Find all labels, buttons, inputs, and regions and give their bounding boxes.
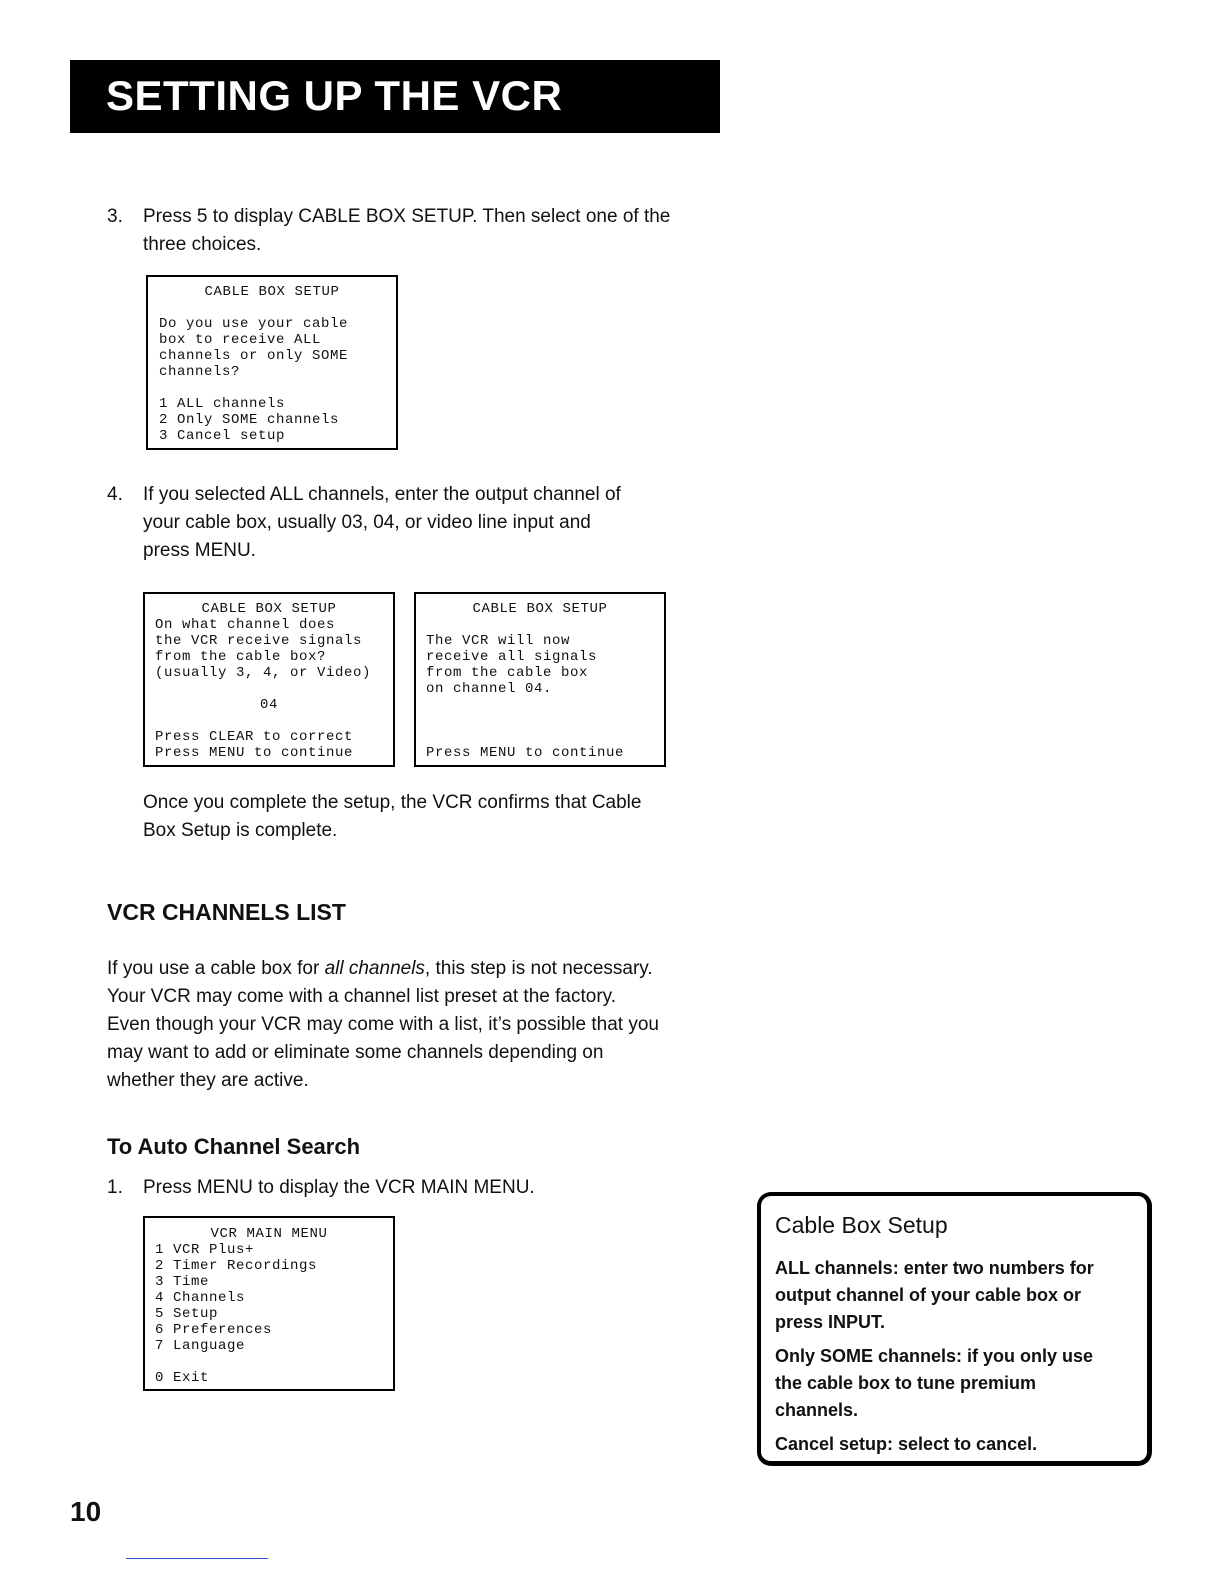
screen-line: channels? <box>159 364 241 380</box>
cable-box-confirm-screen <box>414 592 666 767</box>
step-text-line: Press 5 to display CABLE BOX SETUP. Then select one of the <box>143 206 671 227</box>
text-run: If you use a cable box for <box>107 958 325 979</box>
screen-line: receive all signals <box>426 649 598 665</box>
sidebar-note-some-channels <box>775 1343 1135 1424</box>
screen-title: CABLE BOX SETUP <box>201 601 337 617</box>
sidebar-note-cancel: Cancel setup: select to cancel. <box>775 1434 1038 1454</box>
screen-title: VCR MAIN MENU <box>210 1226 328 1242</box>
step-text-line: If you selected ALL channels, enter the output channel of <box>143 484 621 505</box>
vcr-main-menu-screen <box>143 1216 395 1391</box>
step-text-line: press MENU. <box>143 540 256 561</box>
menu-item: 5 Setup <box>155 1306 219 1322</box>
screen-line: Do you use your cable <box>159 316 349 332</box>
screen-line: box to receive ALL <box>159 332 322 348</box>
screen-line: (usually 3, 4, or Video) <box>155 665 372 681</box>
screen-footer-line: Press MENU to continue <box>426 745 625 761</box>
menu-item: 6 Preferences <box>155 1322 273 1338</box>
screen-line: On what channel does <box>155 617 336 633</box>
paragraph-line: Box Setup is complete. <box>143 820 338 841</box>
sidebar-line: channels. <box>775 1400 859 1420</box>
chapter-header-bar <box>70 60 720 133</box>
screen-line: channels or only SOME <box>159 348 349 364</box>
step-text-line: Press MENU to display the VCR MAIN MENU. <box>143 1177 535 1198</box>
screen-title: CABLE BOX SETUP <box>204 284 340 300</box>
subheading-auto-channel-search: To Auto Channel Search <box>107 1134 361 1159</box>
text-run: , this step is not necessary. <box>424 958 653 979</box>
sidebar-line: the cable box to tune premium <box>775 1373 1037 1393</box>
menu-item: 4 Channels <box>155 1290 246 1306</box>
step-text-line: three choices. <box>143 234 262 255</box>
menu-item: 1 VCR Plus+ <box>155 1242 255 1258</box>
sidebar-note-all-channels <box>775 1255 1135 1336</box>
step-text-line: your cable box, usually 03, 04, or video line input and <box>143 512 591 533</box>
sidebar-line: output channel of your cable box or <box>775 1285 1082 1305</box>
page-number: 10 <box>70 1496 102 1527</box>
screen-line: The VCR will now <box>426 633 571 649</box>
paragraph-line: may want to add or eliminate some channels depending on <box>107 1042 604 1063</box>
screen-footer-line: Press CLEAR to correct <box>155 729 354 745</box>
step-number: 4. <box>107 484 123 505</box>
menu-item: 2 Timer Recordings <box>155 1258 318 1274</box>
emphasis-text: all channels <box>324 958 425 979</box>
menu-item: 3 Time <box>155 1274 210 1290</box>
sidebar-line: press INPUT. <box>775 1312 886 1332</box>
sidebar-line: ALL channels: enter two numbers for <box>775 1258 1094 1278</box>
menu-item-exit: 0 Exit <box>155 1370 210 1386</box>
screen-line: from the cable box <box>426 665 589 681</box>
step-number: 3. <box>107 206 123 227</box>
confirmation-paragraph <box>143 789 641 845</box>
cable-box-setup-choices-screen <box>146 275 398 450</box>
option-some-channels: 2 Only SOME channels <box>159 412 340 428</box>
option-all-channels: 1 ALL channels <box>159 396 286 412</box>
paragraph-line: Your VCR may come with a channel list preset at the factory. <box>107 986 617 1007</box>
menu-item: 7 Language <box>155 1338 246 1354</box>
sidebar-line: Only SOME channels: if you only use <box>775 1346 1094 1366</box>
screen-title: CABLE BOX SETUP <box>472 601 608 617</box>
section-heading-channels-list: VCR CHANNELS LIST <box>107 899 346 925</box>
screen-line: the VCR receive signals <box>155 633 363 649</box>
paragraph-line: Even though your VCR may come with a list, it’s possible that you <box>107 1014 659 1035</box>
chapter-title: SETTING UP THE VCR <box>106 72 563 119</box>
footer-rule <box>126 1558 268 1559</box>
channel-value: 04 <box>259 697 278 713</box>
sidebar-title: Cable Box Setup <box>775 1212 948 1238</box>
cable-box-channel-entry-screen <box>143 592 395 767</box>
cable-box-setup-sidebar <box>757 1192 1152 1466</box>
screen-footer-line: Press MENU to continue <box>155 745 354 761</box>
screen-line: on channel 04. <box>426 681 553 697</box>
paragraph-line: Once you complete the setup, the VCR confirms that Cable <box>143 792 642 813</box>
channels-list-paragraph <box>107 955 727 1095</box>
paragraph-line <box>107 955 727 983</box>
step-number: 1. <box>107 1177 123 1198</box>
screen-line: from the cable box? <box>155 649 327 665</box>
option-cancel-setup: 3 Cancel setup <box>159 428 286 444</box>
paragraph-line: whether they are active. <box>107 1070 309 1091</box>
